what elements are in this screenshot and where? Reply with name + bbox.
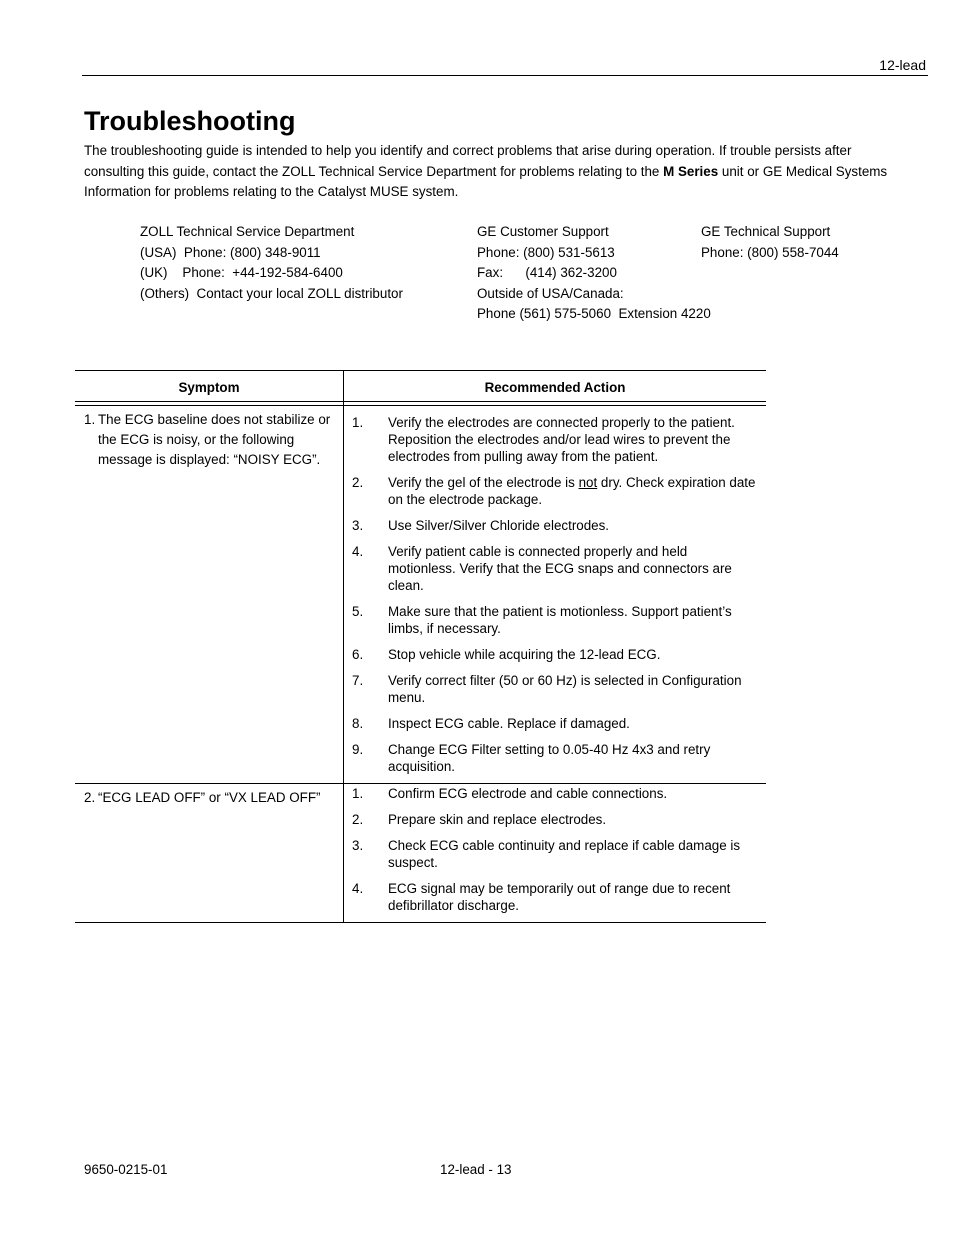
- contact-line: (USA) Phone: (800) 348-9011: [140, 244, 321, 260]
- contact-line: Phone (561) 575-5060 Extension 4220: [477, 306, 711, 321]
- action-text: Use Silver/Silver Chloride electrodes.: [388, 518, 610, 533]
- action-text: Check ECG cable continuity and replace if cable damage is suspect.: [388, 838, 741, 870]
- action-text: Verify the electrodes are connected properly to the patient. Reposition the electrodes and/or lead wires to prevent the electrodes from pulling away from the patient.: [388, 415, 735, 464]
- footer-doc-number: 9650-0215-01: [84, 1162, 168, 1177]
- table-row: [75, 406, 766, 784]
- action-text: Verify correct filter (50 or 60 Hz) is selected in Configuration menu.: [388, 673, 742, 705]
- action-number: 1.: [352, 786, 364, 801]
- action-text: Inspect ECG cable. Replace if damaged.: [388, 716, 630, 731]
- header-rule: [82, 75, 928, 76]
- list-item: [344, 785, 766, 802]
- table-header-row: [75, 371, 766, 402]
- intro-text-2: unit or GE Medical Systems Information for problems relating to the Catalyst MUSE system.: [84, 163, 888, 199]
- action-number: 1.: [352, 415, 364, 430]
- list-item: [344, 646, 766, 663]
- action-number: 9.: [352, 742, 364, 757]
- action-text: [388, 474, 766, 508]
- action-text: ECG signal may be temporarily out of range due to recent defibrillator discharge.: [388, 881, 731, 913]
- symptom-text: The ECG baseline does not stabilize or the ECG is noisy, or the following message is displayed: “NOISY ECG”.: [98, 412, 331, 467]
- action-list: [344, 406, 766, 783]
- action-text: Stop vehicle while acquiring the 12-lead ECG.: [388, 647, 661, 662]
- troubleshooting-table: [75, 370, 766, 923]
- action-text: Make sure that the patient is motionless. Support patient’s limbs, if necessary.: [388, 604, 732, 636]
- intro-text-1: The troubleshooting guide is intended to help you identify and correct problems that arise during operation. If trouble persists after consulting this guide, contact the ZOLL Technical Service Department for problems relating to the: [84, 143, 852, 179]
- action-text-post: dry. Check expiration date on the electrode package.: [388, 475, 756, 507]
- contact-line: (Others) Contact your local ZOLL distributor: [140, 285, 403, 301]
- action-cell: [344, 406, 767, 784]
- action-number: 2.: [352, 812, 364, 827]
- list-item: [344, 811, 766, 828]
- contact-line: Outside of USA/Canada:: [477, 285, 624, 301]
- list-item: [344, 672, 766, 706]
- list-item: [344, 741, 766, 775]
- action-header: Recommended Action: [484, 379, 626, 395]
- footer-page-number: 12-lead - 13: [440, 1162, 512, 1177]
- contact-line: Fax: (414) 362-3200: [477, 265, 617, 280]
- list-item: [344, 414, 766, 465]
- contact-line: ZOLL Technical Service Department: [140, 224, 355, 239]
- contact-line: GE Customer Support: [477, 224, 609, 239]
- table-row: [75, 784, 766, 923]
- action-list: [344, 784, 766, 922]
- page-title: Troubleshooting: [84, 106, 296, 136]
- contact-line: Phone: (800) 558-7044: [701, 244, 839, 260]
- contact-ge-technical: [701, 222, 839, 263]
- symptom-number: 2.: [84, 790, 96, 805]
- symptom-cell: [75, 784, 344, 923]
- action-number: 4.: [352, 881, 364, 896]
- symptom-number: 1.: [84, 412, 96, 427]
- action-number: 2.: [352, 475, 364, 490]
- action-text: Change ECG Filter setting to 0.05-40 Hz 4x3 and retry acquisition.: [388, 742, 711, 774]
- action-text-pre: Verify the gel of the electrode is: [388, 475, 579, 490]
- action-number: 5.: [352, 604, 364, 619]
- contact-line: Phone: (800) 531-5613: [477, 244, 615, 260]
- contact-line: GE Technical Support: [701, 224, 831, 239]
- symptom-header: Symptom: [75, 371, 344, 402]
- intro-bold: M Series: [663, 163, 719, 179]
- action-number: 6.: [352, 647, 364, 662]
- list-item: [344, 715, 766, 732]
- contact-ge-customer: [477, 222, 711, 325]
- intro-paragraph: [84, 141, 894, 203]
- contact-line: (UK) Phone: +44-192-584-6400: [140, 265, 343, 280]
- symptom-cell: [75, 406, 344, 784]
- action-number: 3.: [352, 838, 364, 853]
- list-item: [344, 837, 766, 871]
- list-item: [344, 603, 766, 637]
- symptom-text: “ECG LEAD OFF” or “VX LEAD OFF”: [98, 790, 321, 805]
- contact-zoll: [140, 222, 403, 304]
- action-number: 8.: [352, 716, 364, 731]
- action-number: 3.: [352, 518, 364, 533]
- action-text: Verify patient cable is connected properly and held motionless. Verify that the ECG snaps and connectors are clean.: [388, 544, 732, 593]
- action-number: 7.: [352, 673, 364, 688]
- action-cell: [344, 784, 767, 923]
- list-item: [344, 474, 766, 508]
- action-text-underlined: not: [578, 475, 598, 490]
- action-text: Confirm ECG electrode and cable connections.: [388, 786, 668, 801]
- list-item: [344, 517, 766, 534]
- action-text: Prepare skin and replace electrodes.: [388, 812, 607, 827]
- list-item: [344, 543, 766, 594]
- list-item: [344, 880, 766, 914]
- running-header: 12-lead: [879, 57, 926, 73]
- action-number: 4.: [352, 544, 364, 559]
